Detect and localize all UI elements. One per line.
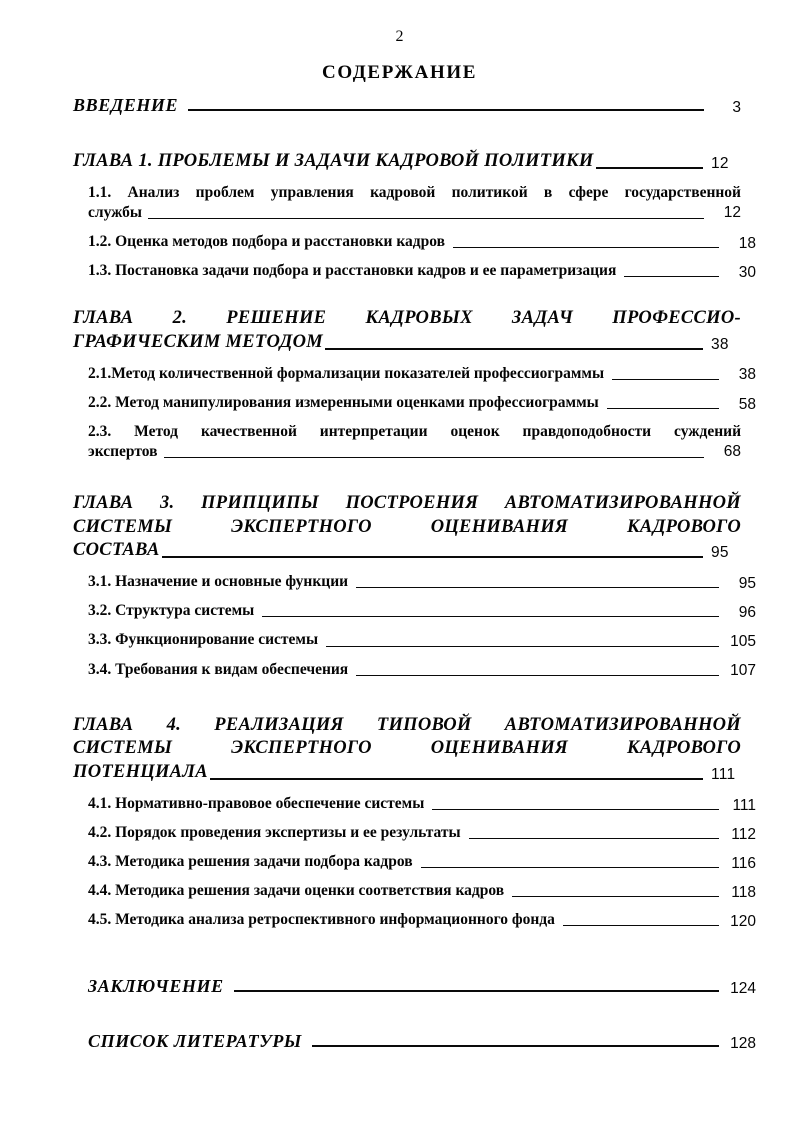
leader-line <box>326 645 719 647</box>
toc-section-4-4-label: 4.4. Методика решения задачи оценки соответствия кадров <box>88 882 505 900</box>
table-of-contents <box>73 95 756 1053</box>
leader-line <box>512 895 719 897</box>
toc-section-1-1-line2 <box>88 203 741 223</box>
toc-entry-label: СПИСОК ЛИТЕРАТУРЫ <box>88 1031 302 1052</box>
toc-section-3-2-label: 3.2. Структура системы <box>88 602 255 620</box>
toc-section-1-3-label: 1.3. Постановка задачи подбора и расстановки кадров и ее параметризация <box>88 262 617 280</box>
toc-entry-page: 128 <box>730 1035 756 1053</box>
toc-section-1-3-page: 30 <box>738 263 756 281</box>
leader-line <box>164 457 705 458</box>
toc-section-3-1-page: 95 <box>738 575 756 593</box>
leader-line <box>612 378 719 380</box>
toc-section-4-1-label: 4.1. Нормативно-правовое обеспечение системы <box>88 794 425 812</box>
toc-section-2-2[interactable] <box>73 393 756 413</box>
toc-section-3-3-page: 105 <box>730 633 756 651</box>
leader-line <box>421 866 719 868</box>
leader-line <box>469 837 719 839</box>
toc-section-3-4[interactable] <box>73 660 756 680</box>
spacer <box>73 116 741 150</box>
leader-line <box>325 348 703 350</box>
toc-section-4-5-label: 4.5. Методика анализа ретроспективного информационного фонда <box>88 911 555 929</box>
spacer <box>73 930 741 976</box>
toc-section-3-3[interactable] <box>73 630 756 650</box>
toc-chapter-1-heading-row <box>73 150 741 174</box>
toc-section-4-3-label: 4.3. Методика решения задачи подбора кадров <box>88 853 413 871</box>
leader-line <box>356 586 719 588</box>
toc-section-3-2-page: 96 <box>738 604 756 622</box>
toc-chapter-2-heading-row <box>73 331 741 355</box>
toc-chapter-3-title-line-1: ГЛАВА 3. ПРИПЦИПЫ ПОСТРОЕНИЯ АВТОМАТИЗИРОВАННОЙ <box>73 493 741 514</box>
toc-section-2-1-label: 2.1.Метод количественной формализации показателей профессиограммы <box>88 364 605 382</box>
toc-section-4-5-page: 120 <box>730 913 756 931</box>
leader-line <box>624 275 719 277</box>
toc-section-2-3-line1: 2.3. Метод качественной интерпретации оценок правдоподобности суждений <box>88 422 741 440</box>
toc-section-2-3[interactable] <box>73 422 741 462</box>
toc-chapter-1-page: 12 <box>711 154 729 172</box>
leader-line <box>453 246 719 248</box>
toc-section-4-2-page: 112 <box>731 825 756 843</box>
leader-line <box>188 108 704 111</box>
toc-chapter-4-title-line-1: ГЛАВА 4. РЕАЛИЗАЦИЯ ТИПОВОЙ АВТОМАТИЗИРОВАННОЙ <box>73 714 741 735</box>
toc-section-1-2[interactable] <box>73 232 756 252</box>
spacer <box>73 997 741 1031</box>
toc-chapter-3-title-line-2: СИСТЕМЫ ЭКСПЕРТНОГО ОЦЕНИВАНИЯ КАДРОВОГО <box>73 516 741 537</box>
toc-section-3-3-label: 3.3. Функционирование системы <box>88 631 319 649</box>
leader-line <box>596 167 703 169</box>
toc-section-1-1[interactable] <box>73 183 741 223</box>
toc-section-2-2-page: 58 <box>738 395 756 413</box>
toc-section-2-2-label: 2.2. Метод манипулирования измеренными оценками профессиограммы <box>88 393 599 411</box>
toc-section-label-tail: службы <box>88 203 143 221</box>
toc-section-4-2-label: 4.2. Порядок проведения экспертизы и ее результаты <box>88 823 461 841</box>
toc-section-3-2[interactable] <box>73 601 756 621</box>
leader-line <box>234 989 719 992</box>
toc-entry-label: ВВЕДЕНИЕ <box>73 95 179 115</box>
toc-section-4-1[interactable] <box>73 794 756 814</box>
toc-section-2-3-line2 <box>88 442 741 462</box>
toc-chapter-4-title-line-2: СИСТЕМЫ ЭКСПЕРТНОГО ОЦЕНИВАНИЯ КАДРОВОГО <box>73 738 741 759</box>
leader-line <box>563 924 719 926</box>
toc-chapter-2-page: 38 <box>711 335 729 353</box>
toc-section-1-2-page: 18 <box>738 234 756 252</box>
leader-line <box>148 218 704 219</box>
leader-line <box>432 808 719 810</box>
toc-entry-bibliography[interactable] <box>73 1031 756 1052</box>
toc-chapter-3-heading-row <box>73 539 741 563</box>
toc-section-2-1-page: 38 <box>738 366 756 384</box>
toc-section-2-3-page: 68 <box>723 443 741 460</box>
toc-section-4-5[interactable] <box>73 910 756 930</box>
toc-chapter-3-page: 95 <box>711 544 729 562</box>
toc-entry-page: 124 <box>730 980 756 998</box>
toc-section-4-3[interactable] <box>73 852 756 872</box>
toc-section-1-1-page: 12 <box>723 203 741 221</box>
toc-chapter-2[interactable] <box>73 307 741 354</box>
toc-entry-page: 3 <box>732 98 741 116</box>
toc-section-3-1-label: 3.1. Назначение и основные функции <box>88 573 349 591</box>
toc-chapter-1[interactable] <box>73 150 741 174</box>
leader-line <box>356 674 719 676</box>
toc-section-3-4-page: 107 <box>730 662 756 680</box>
toc-chapter-4-heading-row <box>73 761 741 785</box>
toc-section-4-3-page: 116 <box>731 854 756 872</box>
toc-section-4-2[interactable] <box>73 823 756 843</box>
toc-section-4-4-page: 118 <box>731 884 756 902</box>
leader-line <box>262 615 719 617</box>
spacer <box>73 281 741 307</box>
toc-section-4-1-page: 111 <box>732 796 756 814</box>
toc-section-3-1[interactable] <box>73 572 756 592</box>
page-title: СОДЕРЖАНИЕ <box>322 62 477 83</box>
toc-section-2-1[interactable] <box>73 364 756 384</box>
toc-section-label-tail: экспертов <box>88 443 158 460</box>
toc-chapter-2-title-line-2: ГРАФИЧЕСКИМ МЕТОДОМ <box>73 331 324 352</box>
toc-section-1-3[interactable] <box>73 261 756 281</box>
toc-chapter-4[interactable] <box>73 714 741 785</box>
page-number-folio: 2 <box>395 28 404 45</box>
toc-section-4-4[interactable] <box>73 881 756 901</box>
toc-chapter-4-title-line-3: ПОТЕНЦИАЛА <box>73 762 208 783</box>
toc-chapter-4-page: 111 <box>711 765 736 783</box>
spacer <box>73 680 741 714</box>
toc-section-3-4-label: 3.4. Требования к видам обеспечения <box>88 660 349 678</box>
leader-line <box>210 778 703 780</box>
toc-chapter-3[interactable] <box>73 492 741 563</box>
toc-chapter-1-title: ГЛАВА 1. ПРОБЛЕМЫ И ЗАДАЧИ КАДРОВОЙ ПОЛИТИКИ <box>73 151 594 171</box>
toc-entry-introduction[interactable] <box>73 95 741 116</box>
toc-chapter-2-title-line-1: ГЛАВА 2. РЕШЕНИЕ КАДРОВЫХ ЗАДАЧ ПРОФЕССИО- <box>73 308 741 329</box>
toc-entry-label: ЗАКЛЮЧЕНИЕ <box>88 976 224 997</box>
toc-section-1-2-label: 1.2. Оценка методов подбора и расстановки кадров <box>88 232 445 250</box>
toc-chapter-3-title-line-3: СОСТАВА <box>73 540 160 561</box>
spacer <box>73 462 741 492</box>
leader-line <box>607 407 719 409</box>
toc-section-1-1-line1: 1.1. Анализ проблем управления кадровой политикой в сфере государственной <box>88 183 741 201</box>
toc-entry-conclusion[interactable] <box>73 976 756 997</box>
leader-line <box>162 556 703 558</box>
leader-line <box>312 1044 719 1047</box>
